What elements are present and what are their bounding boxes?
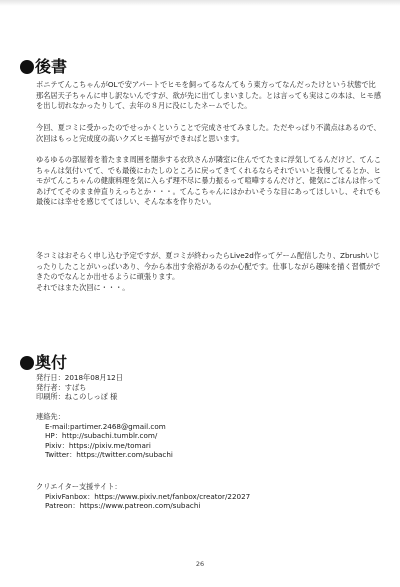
- contact-info: [36, 412, 173, 460]
- contact-email: E-mail:partimer.2468@gmail.com: [45, 421, 166, 431]
- contact-homepage: HP：http://subachi.tumblr.com/: [45, 431, 158, 441]
- contact-twitter: Twitter：https://twitter.com/subachi: [45, 450, 173, 460]
- creator-support-patreon: Patreon：https://www.patreon.com/subachi: [45, 501, 201, 511]
- printer-label: 印刷所：: [36, 392, 65, 402]
- colophon-title: 奥付: [35, 353, 68, 372]
- printer-name: ねこのしっぽ 様: [64, 392, 118, 402]
- printer-row: [36, 392, 123, 402]
- page-number: 26: [195, 560, 205, 568]
- publisher-label: 発行者：: [36, 382, 65, 392]
- creator-support-list: [36, 492, 250, 511]
- afterword-paragraph-1: ボニテてんこちゃんがOLで安アパートでヒモを飼ってるなんてもう東方ってなんだったけという状態で比那名居天子ちゃんに申し訳ないんですが、欲が先に出てしまいました。とは言っても実はこの本は、ヒモ感を出し切れなかったりして、去年の８月に没にしたネームでした。: [36, 80, 382, 111]
- publish-date-label: 発行日：: [36, 373, 65, 382]
- publish-date: 2018年08月12日: [64, 373, 123, 382]
- publish-date-row: [36, 373, 123, 383]
- page-top-edge: [0, 0, 400, 6]
- publisher-name: すばち: [64, 382, 87, 392]
- afterword-heading: [20, 58, 67, 76]
- contact-list: [36, 422, 173, 460]
- afterword-paragraph-3: ゆるゆるの部屋着を着たまま周囲を闊歩する衣玖さんが隣室に住んでてたまに浮気してるんだけど、てんこちゃんは気付いてて、でも最後にわたしのところに戻ってきてくれるならそれでいいと我慢してるとか、ヒモがてんこちゃんの健康料理を気に入らず理不尽に暴力振るって喧嘩するんだけど、健気にごはんは作ってあげててそのまま仲直りえっちとか・・・。てんこちゃんにはかわいそうな目にあってほしいし、それでも最後には幸せを感じててほしい、そんな本を作りたい。: [36, 155, 382, 207]
- afterword-paragraph-5: それではまた次回に・・・。: [36, 283, 130, 292]
- creator-support-fanbox: PixivFanbox：https://www.pixiv.net/fanbox/creator/22027: [45, 491, 251, 501]
- afterword-title: 後書: [35, 57, 68, 76]
- bullet-circle-icon: [20, 356, 34, 370]
- afterword-paragraph-2: 今回、夏コミに受かったのでせっかくということで完成させてみました。ただやっぱり不満点はあるので、次回はもっと完成度の高いクズヒモ描写ができればと思います。: [36, 123, 381, 143]
- bullet-circle-icon: [20, 60, 34, 74]
- creator-support-label: クリエイター支援サイト：: [36, 482, 122, 491]
- publication-info: [36, 373, 123, 402]
- contact-label: 連絡先：: [36, 412, 65, 421]
- creator-support-info: [36, 482, 250, 511]
- afterword-paragraph-4: 冬コミはおそらく申し込む予定ですが、夏コミが終わったらLive2d作ってゲーム配信したり、Zbrushいじったりしたことがいっぱいあり、今から本出す余裕があるのか心配です。仕事しながら趣味を描く習慣ができたのでなんとか出せるように頑張ります。: [36, 251, 381, 282]
- publisher-row: [36, 383, 123, 393]
- contact-pixiv: Pixiv：https://pixiv.me/tomari: [45, 440, 151, 450]
- colophon-heading: [20, 354, 67, 372]
